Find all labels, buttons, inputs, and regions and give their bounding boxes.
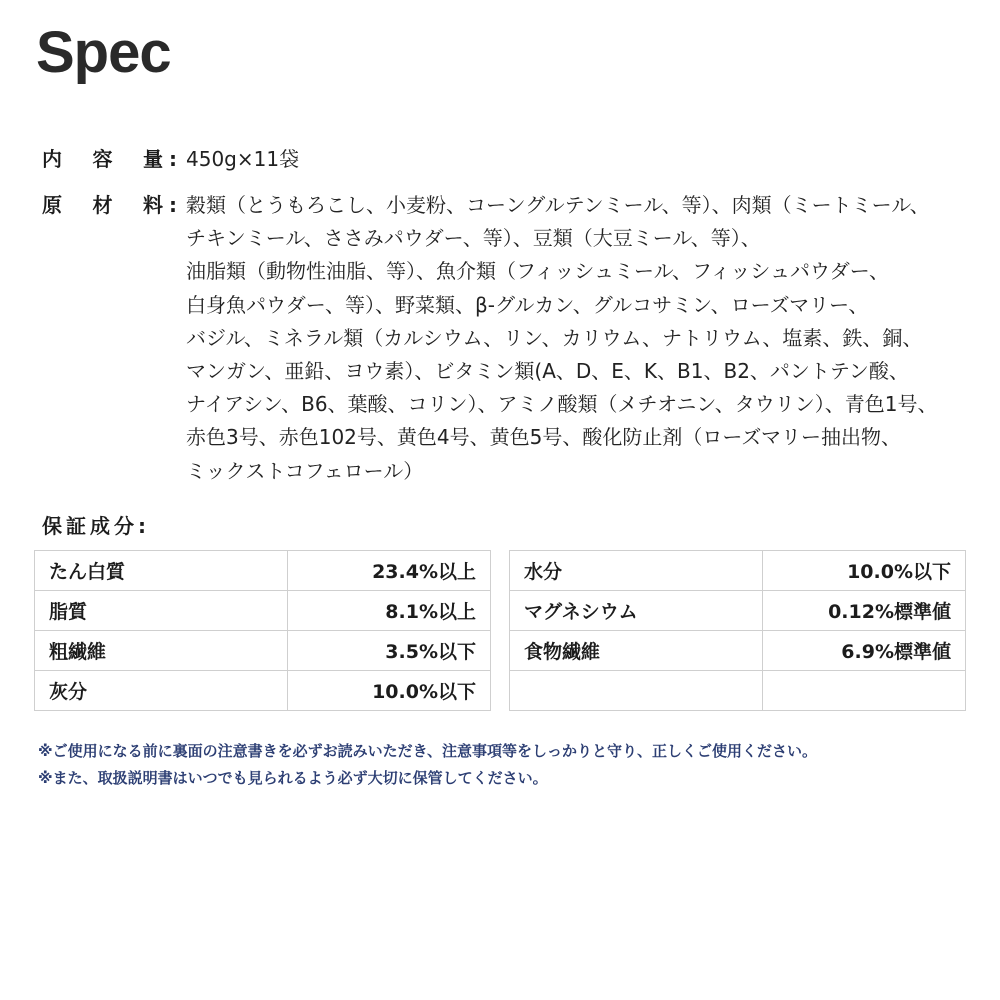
storage-note: ※また、取扱説明書はいつでも見られるよう必ず大切に保管してください。 [38, 769, 548, 787]
nutrient-value: 0.12%標準値 [763, 591, 966, 631]
table-row [35, 551, 491, 591]
usage-note: ※ご使用になる前に裏面の注意書きを必ずお読みいただき、注意事項等をしっかりと守り、正しくご使用ください。 [38, 742, 817, 760]
contents-row [42, 143, 962, 176]
materials-value [186, 189, 937, 488]
guarantee-table-left [34, 550, 491, 711]
table-row [35, 671, 491, 711]
materials-line: マンガン、亜鉛、ヨウ素）、ビタミン類(A、D、E、K、B1、B2、パントテン酸、 [186, 358, 909, 383]
materials-line: 穀類（とうもろこし、小麦粉、コーングルテンミール、等）、肉類（ミートミール、 [186, 193, 930, 217]
contents-colon: : [169, 147, 177, 171]
page-title: Spec [36, 20, 171, 85]
materials-label-wrap [42, 189, 177, 222]
table-row [35, 591, 491, 631]
nutrient-name: 脂質 [35, 591, 288, 631]
materials-line: バジル、ミネラル類（カルシウム、リン、カリウム、ナトリウム、塩素、鉄、銅、 [186, 325, 923, 350]
nutrient-value: 10.0%以下 [763, 551, 966, 591]
nutrient-value: 10.0%以下 [288, 671, 491, 711]
contents-label: 内容量 [42, 147, 163, 171]
materials-row [42, 189, 962, 489]
materials-line: ナイアシン、B6、葉酸、コリン）、アミノ酸類（メチオニン、タウリン）、青色1号、 [186, 392, 938, 417]
materials-line: 白身魚パウダー、等）、野菜類、β-グルカン、グルコサミン、ローズマリー、 [186, 292, 869, 317]
guarantee-table-right [509, 550, 966, 711]
table-row [510, 591, 966, 631]
nutrient-name [510, 671, 763, 711]
table-row [510, 671, 966, 711]
nutrient-value [763, 671, 966, 711]
guarantee-title: 保証成分: [42, 514, 150, 538]
contents-label-wrap [42, 143, 177, 176]
nutrient-value: 3.5%以下 [288, 631, 491, 671]
table-row [510, 551, 966, 591]
nutrient-name: マグネシウム [510, 591, 763, 631]
table-row [510, 631, 966, 671]
nutrient-value: 23.4%以上 [288, 551, 491, 591]
materials-line: 油脂類（動物性油脂、等）、魚介類（フィッシュミール、フィッシュパウダー、 [186, 259, 889, 284]
materials-line: チキンミール、ささみパウダー、等）、豆類（大豆ミール、等）、 [186, 226, 761, 251]
nutrient-name: 水分 [510, 551, 763, 591]
nutrient-value: 8.1%以上 [288, 591, 491, 631]
nutrient-name: 食物繊維 [510, 631, 763, 671]
table-row [35, 631, 491, 671]
materials-colon: : [169, 193, 177, 217]
nutrient-name: 灰分 [35, 671, 288, 711]
materials-line: ミックストコフェロール） [186, 458, 424, 483]
nutrient-name: 粗繊維 [35, 631, 288, 671]
nutrient-name: たん白質 [35, 551, 288, 591]
nutrient-value: 6.9%標準値 [763, 631, 966, 671]
materials-label: 原材料 [42, 193, 163, 217]
materials-line: 赤色3号、赤色102号、黄色4号、黄色5号、酸化防止剤（ローズマリー抽出物、 [186, 425, 901, 450]
contents-value: 450g×11袋 [186, 147, 300, 171]
